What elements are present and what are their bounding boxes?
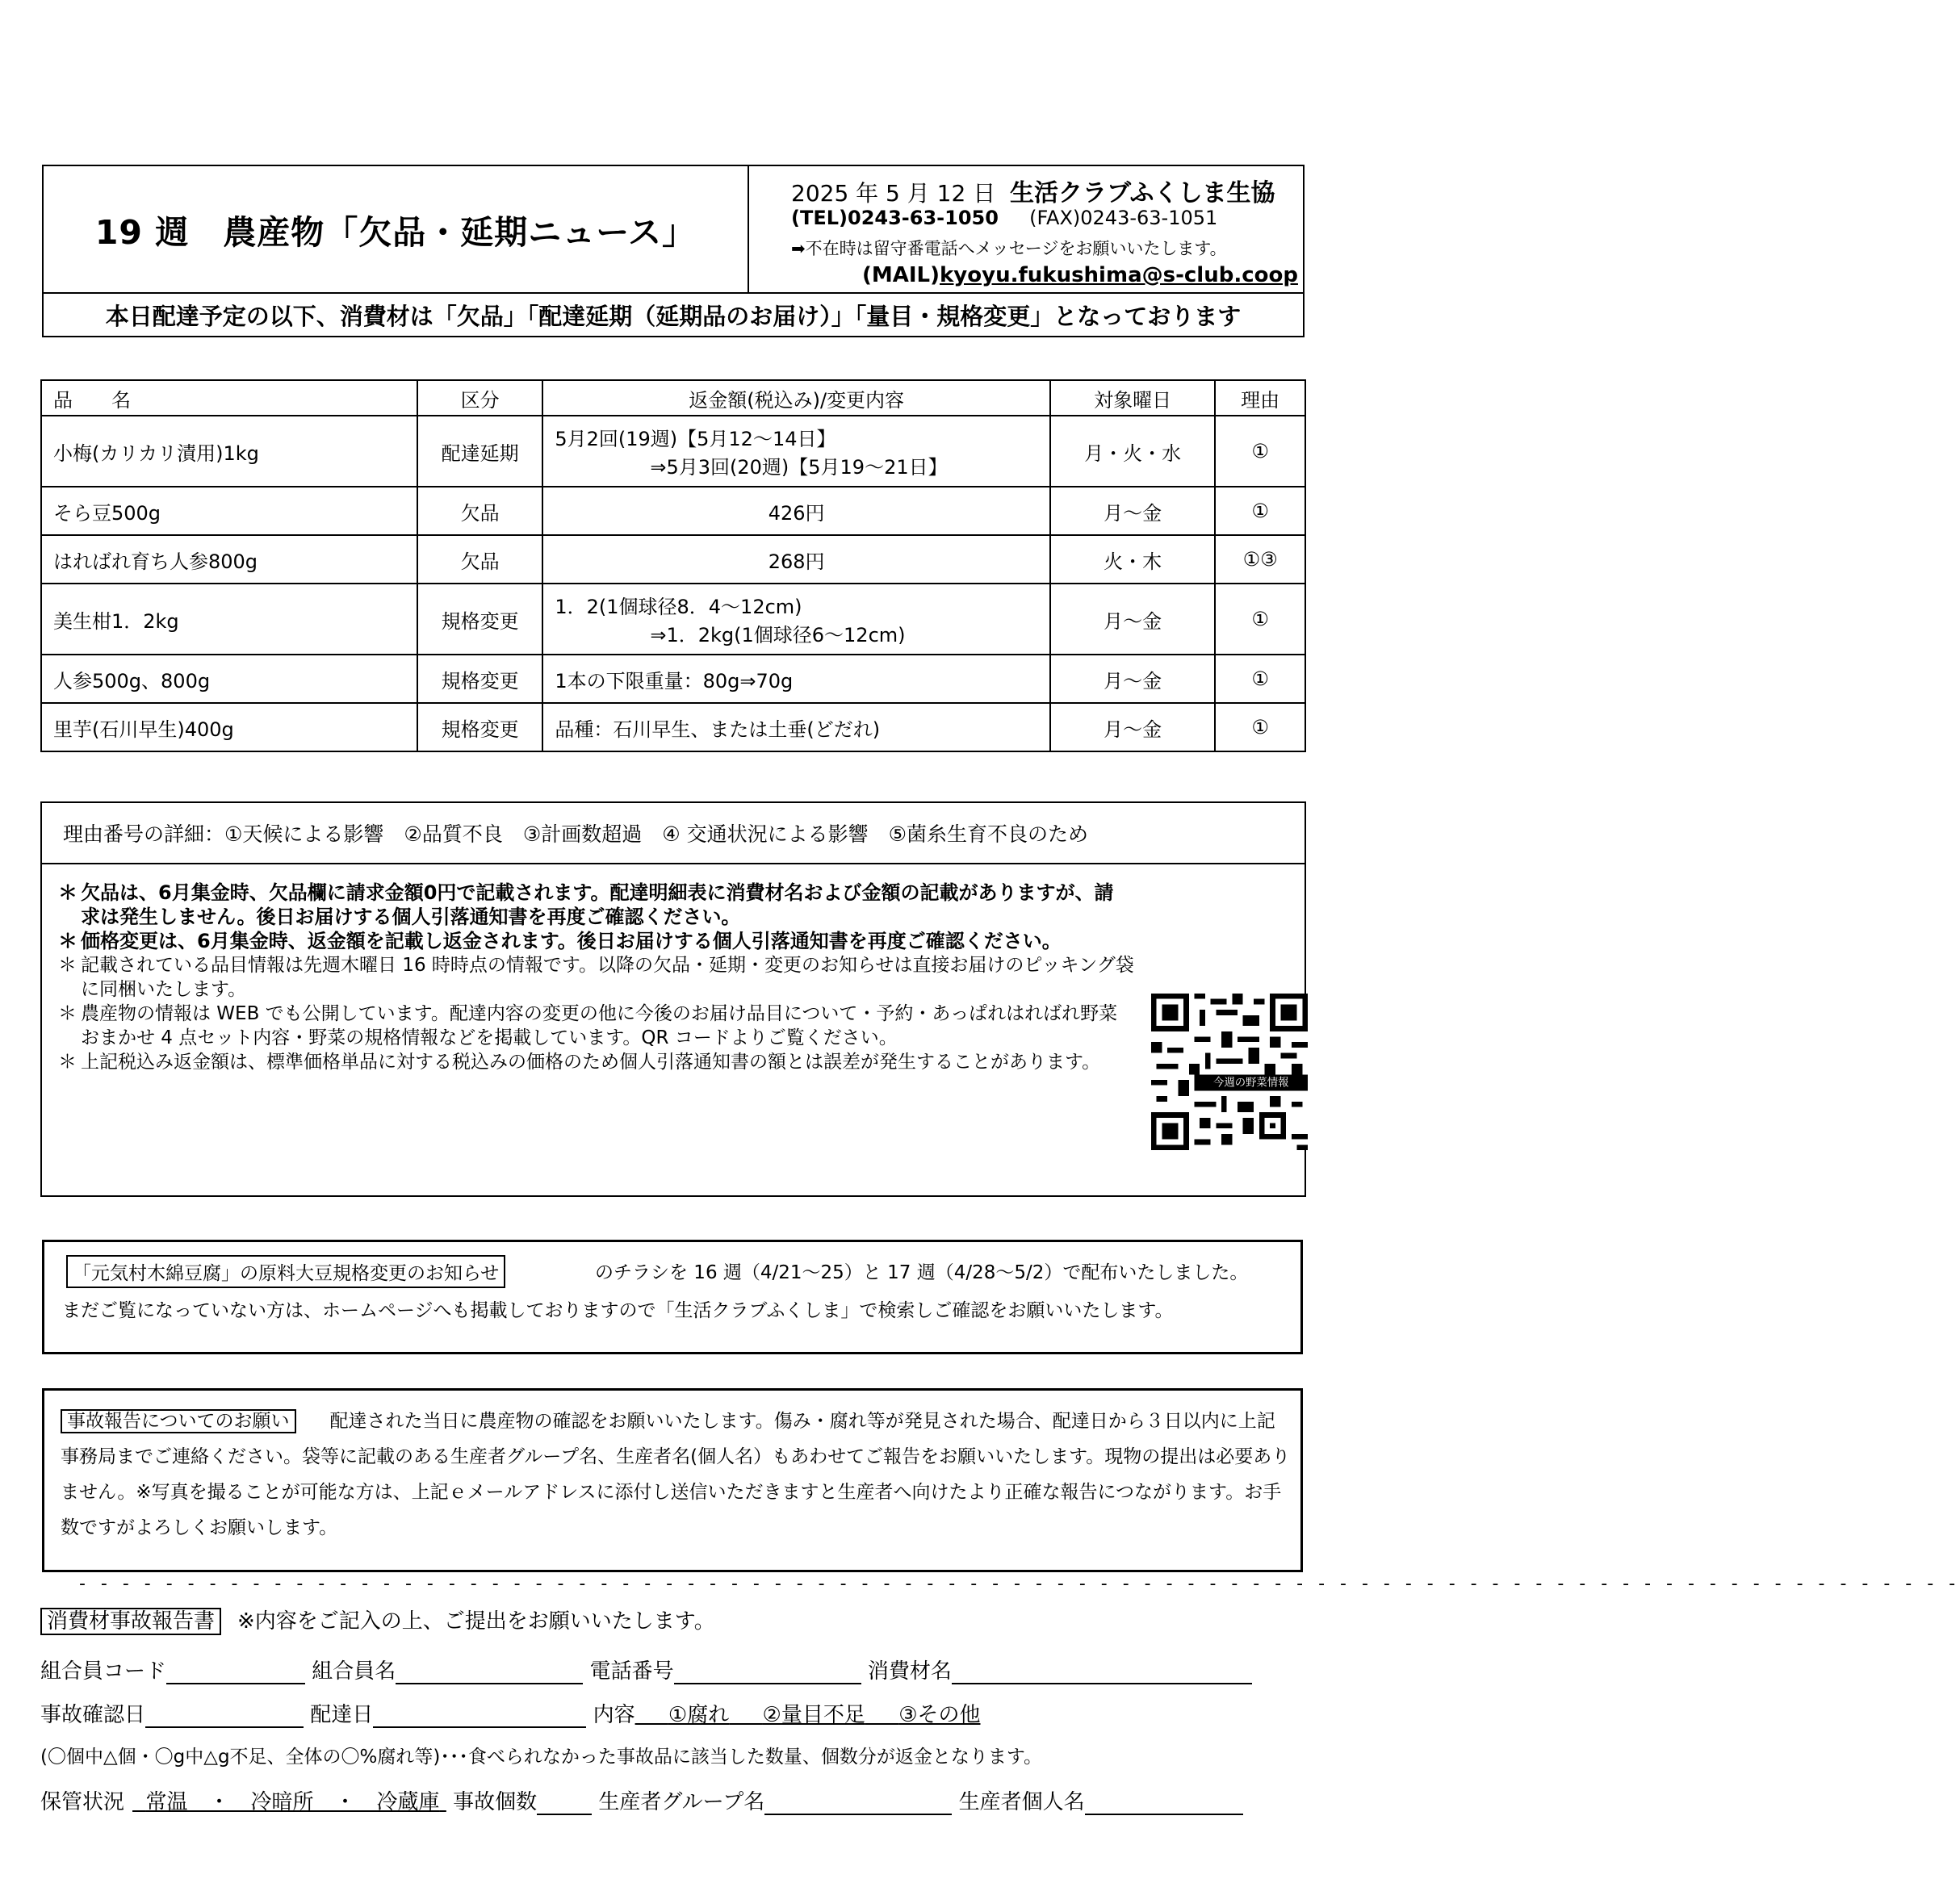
reasons-box <box>40 801 1306 1197</box>
note-text: 記載されている品目情報は先週木曜日 16 時時点の情報です。以降の欠品・延期・変更のお知らせは直接お届けのピッキング袋に同梱いたします。 <box>81 955 1134 1000</box>
mail-link[interactable]: kyoyu.fukushima@s-club.coop <box>940 263 1298 287</box>
item-detail: 1本の下限重量：80g⇒70g <box>542 655 1050 703</box>
mail-prefix: (MAIL) <box>862 263 940 287</box>
item-reason: ① <box>1215 655 1305 703</box>
delivery-date-field[interactable] <box>373 1705 586 1728</box>
item-reason: ① <box>1215 703 1305 751</box>
producer-name-label: 生産者個人名 <box>958 1790 1085 1814</box>
tofu-notice-title: 「元気村木綿豆腐」の原料大豆規格変更のお知らせ <box>66 1255 505 1288</box>
item-day: 月～金 <box>1050 655 1215 703</box>
item-kubun: 欠品 <box>417 535 542 584</box>
producer-group-field[interactable] <box>764 1793 952 1815</box>
accident-title: 事故報告についてのお願い <box>61 1409 296 1433</box>
note-item <box>58 1002 1124 1050</box>
item-detail <box>542 584 1050 655</box>
note-text: 価格変更は、6月集金時、返金額を記載し返金されます。後日お届けする個人引落通知書を再度ご確認ください。 <box>81 930 1062 952</box>
qr-caption: 今週の野菜情報 <box>1213 1077 1289 1090</box>
producer-name-field[interactable] <box>1085 1793 1243 1815</box>
item-name-field[interactable] <box>952 1662 1252 1684</box>
note-bullet: ＊ <box>58 1003 77 1024</box>
item-detail: 426円 <box>542 487 1050 535</box>
note-text: 上記税込み返金額は、標準価格単品に対する税込みの価格のため個人引落通知書の額とは誤差が発生することがあります。 <box>81 1052 1101 1073</box>
item-day: 火・木 <box>1050 535 1215 584</box>
producer-group-label: 生産者グループ名 <box>598 1790 765 1814</box>
member-code-label: 組合員コード <box>40 1659 167 1684</box>
option-rot[interactable]: ①腐れ <box>668 1703 730 1727</box>
org-name: 生活クラブふくしま生協 <box>1010 179 1275 207</box>
note-item <box>58 929 1124 953</box>
notice-bar: 本日配達予定の以下、消費材は「欠品」「配達延期（延期品のお届け）」「量目・規格変更」となっております <box>42 294 1305 337</box>
note-bullet: ＊ <box>58 881 77 904</box>
member-code-field[interactable] <box>166 1662 305 1684</box>
item-reason: ① <box>1215 584 1305 655</box>
note-text: 欠品は、6月集金時、欠品欄に請求金額0円で記載されます。配達明細表に消費材名および金額の記載がありますが、請求は発生しません。後日お届けする個人引落通知書を再度ご確認ください。 <box>81 881 1114 928</box>
phone-label: 電話番号 <box>589 1659 674 1684</box>
item-kubun: 規格変更 <box>417 584 542 655</box>
item-name: 里芋(石川早生)400g <box>41 703 417 751</box>
note-bullet: ＊ <box>58 1052 77 1073</box>
note-bullet: ＊ <box>58 930 77 952</box>
item-reason: ① <box>1215 416 1305 487</box>
items-table <box>40 379 1306 752</box>
item-name: 美生柑1．2kg <box>41 584 417 655</box>
col-header-detail: 返金額(税込み)/変更内容 <box>542 380 1050 416</box>
item-kubun: 規格変更 <box>417 703 542 751</box>
answering-machine-note: ➡不在時は留守番電話へメッセージをお願いいたします。 <box>791 239 1227 258</box>
note-item <box>58 881 1124 929</box>
accident-paragraph <box>61 1404 1291 1546</box>
option-other[interactable]: ③その他 <box>898 1703 981 1727</box>
cut-line: - - - - - - - - - - - - - - - - - - - - - - - - - - - - - - - - - - - - - - - - - - - - - - - - - - - - - - - - - - - - - - - - - - - - - - - - - - - - - - - - - - - - - - - <box>79 1574 1960 1594</box>
table-row <box>41 416 1305 487</box>
page-title: 19 週 農産物「欠品・延期ニュース」 <box>44 166 749 292</box>
note-bullet: ＊ <box>58 955 77 976</box>
table-row <box>41 703 1305 751</box>
item-name-label: 消費材名 <box>867 1659 952 1684</box>
table-row <box>41 487 1305 535</box>
table-header-row <box>41 380 1305 416</box>
table-row <box>41 535 1305 584</box>
detail-line-1: 5月2回(19週)【5月12～14日】 <box>555 428 836 450</box>
item-day: 月～金 <box>1050 703 1215 751</box>
confirm-date-label: 事故確認日 <box>40 1703 146 1727</box>
confirm-date-field[interactable] <box>145 1705 304 1728</box>
phone-field[interactable] <box>674 1662 861 1684</box>
item-detail: 268円 <box>542 535 1050 584</box>
form-row-2 <box>40 1698 1255 1728</box>
item-name: そら豆500g <box>41 487 417 535</box>
col-header-kubun: 区分 <box>417 380 542 416</box>
notes-list <box>58 881 1134 1074</box>
form-row-1 <box>40 1655 1252 1684</box>
item-reason: ① <box>1215 487 1305 535</box>
detail-line-1: 1．2(1個球径8．4～12cm) <box>555 596 802 618</box>
item-kubun: 配達延期 <box>417 416 542 487</box>
col-header-day: 対象曜日 <box>1050 380 1215 416</box>
date-line <box>791 173 1275 208</box>
form-title: 消費材事故報告書 <box>40 1608 221 1635</box>
note-item <box>58 953 1146 1002</box>
detail-line-2: ⇒1．2kg(1個球径6～12cm) <box>650 624 906 646</box>
member-name-field[interactable] <box>396 1662 583 1684</box>
detail-line-2: ⇒5月3回(20週)【5月19～21日】 <box>650 456 948 479</box>
tofu-notice <box>42 1240 1303 1354</box>
item-name: 小梅(カリカリ漬用)1kg <box>41 416 417 487</box>
accident-text: 配達された当日に農産物の確認をお願いいたします。傷み・腐れ等が発見された場合、配達日から３日以内に上記事務局までご連絡ください。袋等に記載のある生産者グループ名、生産者名(個人名）もあわせてご報告をお願いいたします。現物の提出は必要ありません。※写真を撮ることが可能な方は、上記ｅメールアドレスに添付し送信いただきますと生産者へ向けたより正確な報告につながります。お手数ですがよろしくお願いします。 <box>61 1411 1291 1538</box>
item-reason: ①③ <box>1215 535 1305 584</box>
item-kubun: 規格変更 <box>417 655 542 703</box>
note-text: 農産物の情報は WEB でも公開しています。配達内容の変更の他に今後のお届け品目について・予約・あっぱれはればれ野菜おまかせ 4 点セット内容・野菜の規格情報などを掲載しています。QR コードよりご覧ください。 <box>81 1003 1118 1048</box>
tel-number: (TEL)0243-63-1050 <box>791 207 999 229</box>
reason-codes: 理由番号の詳細：①天候による影響 ②品質不良 ③計画数超過 ④ 交通状況による影響 ⑤菌糸生育不良のため <box>42 803 1305 864</box>
storage-options[interactable]: 常温 ・ 冷暗所 ・ 冷蔵庫 <box>145 1790 440 1814</box>
fax-number: (FAX)0243-63-1051 <box>1029 207 1218 229</box>
col-header-name: 品 名 <box>41 380 417 416</box>
mail-line <box>862 263 1298 287</box>
form-row-4 <box>40 1785 1243 1815</box>
count-label: 事故個数 <box>453 1790 538 1814</box>
tofu-notice-line2: まだご覧になっていない方は、ホームページへも掲載しておりますので「生活クラブふくしま」で検索しご確認をお願いいたします。 <box>62 1300 1174 1321</box>
storage-label: 保管状況 <box>40 1790 125 1814</box>
content-options <box>635 1698 1255 1728</box>
item-kubun: 欠品 <box>417 487 542 535</box>
item-name: 人参500g、800g <box>41 655 417 703</box>
contact-info <box>749 166 1303 292</box>
delivery-date-label: 配達日 <box>310 1703 374 1727</box>
item-name: はればれ育ち人参800g <box>41 535 417 584</box>
header-box <box>42 165 1305 294</box>
table-row <box>41 584 1305 655</box>
accident-report-form <box>40 1603 1300 1869</box>
note-item <box>58 1050 1124 1074</box>
accident-request <box>42 1388 1303 1572</box>
option-short[interactable]: ②量目不足 <box>762 1703 865 1727</box>
item-day: 月・火・水 <box>1050 416 1215 487</box>
col-header-reason: 理由 <box>1215 380 1305 416</box>
table-row <box>41 655 1305 703</box>
member-name-label: 組合員名 <box>312 1659 396 1684</box>
phone-fax-line <box>791 207 1217 229</box>
issue-date: 2025 年 5 月 12 日 <box>791 180 996 207</box>
form-explanation: (〇個中△個・〇g中△g不足、全体の〇%腐れ等)･･･食べられなかった事故品に該当した数量、個数分が返金となります。 <box>40 1747 1043 1768</box>
tofu-notice-line1: のチラシを 16 週（4/21～25）と 17 週（4/28～5/2）で配布いたしました。 <box>595 1262 1249 1283</box>
item-day: 月～金 <box>1050 487 1215 535</box>
form-title-note: ※内容をご記入の上、ご提出をお願いいたします。 <box>237 1609 715 1634</box>
content-label: 内容 <box>593 1703 635 1727</box>
qr-code-icon[interactable] <box>1151 994 1308 1150</box>
item-detail: 品種：石川早生、または土垂(どだれ) <box>542 703 1050 751</box>
form-header <box>40 1605 715 1634</box>
item-detail <box>542 416 1050 487</box>
item-day: 月～金 <box>1050 584 1215 655</box>
count-field[interactable] <box>537 1793 592 1815</box>
